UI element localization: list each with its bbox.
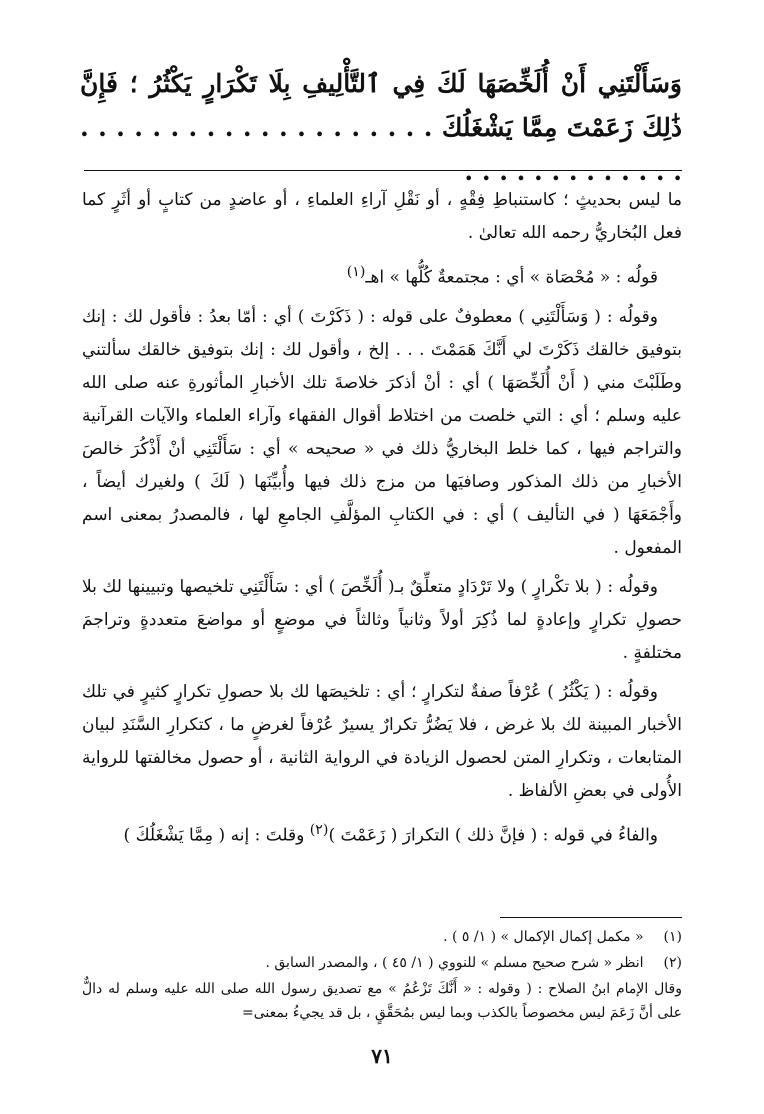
- commentary-body: [82, 184, 682, 858]
- footnote-text: انظر « شرح صحيح مسلم » للنووي ( ١/ ٤٥ ) ، والمصدر السابق .: [265, 955, 644, 971]
- paragraph-4: وقولُه : ( بلا تكْرارٍ ) ولا تَرْدَادٍ متعلِّقٌ بـ( أُلَخِّصَ ) أي : سَأَلْتَنِي تلخيصها وتبيينها لك بلا حصولِ تكرارٍ وإعادةٍ لما ذُكِرَ أولاً وثانياً وثالثاً في موضعٍ أو مواضعَ متعددةٍ وتراجمَ مختلفةٍ .: [82, 576, 682, 663]
- footnotes: [82, 925, 682, 1027]
- footnote-continuation: وقال الإمام ابنُ الصلاح : ( وقوله : « أَنَّكَ تَزْعُمُ » مع تصديق رسول الله صلى الله عليه وسلم له دالٌّ على أنَّ زَعَمَ ليس مخصوصاً بالكذب وبما ليس بمُحَقَّقٍ ، بل قد يجيءُ بمعنى=: [82, 981, 682, 1021]
- matn-dots: . . . . . . . . . . . . . . . . . . . . . . . . . . . . . . . . .: [80, 113, 682, 186]
- paragraph-6-text: والفاءُ في قوله : ( فإنَّ ذلك ) التكرارَ ( زَعَمْتَ ): [328, 825, 658, 846]
- matn-line: وَسَأَلْتَنِي أَنْ أُلَخِّصَهَا لَكَ فِي ٱلتَّأْلِيفِ بِلَا تَكْرَارٍ يَكْثُرُ ؛ فَإِنَّ ذَٰلِكَ زَعَمْتَ مِمَّا يَشْغَلُكَ: [80, 69, 682, 142]
- paragraph-5: وقولُه : ( يَكْثُرُ ) عُرْفاً صفةٌ لتكرارٍ ؛ أي : تلخيصَها لك بلا حصولِ تكرارٍ كثيرٍ في تلك الأخبار المبينة لك بلا غرض ، فلا يَضُرُّ تكرارٌ يسيرٌ عُرْفاً لغرضٍ ما ، كتكرارِ السَّنَدِ لبيان المتابعات ، وتكرارِ المتن لحصول الزيادة في الرواية الثانية ، أو حصول مخالفتها للرواية الأُولى في بعضِ الألفاظ .: [82, 681, 682, 801]
- matn-text: [80, 62, 682, 194]
- footnote-1: [82, 925, 682, 949]
- footnote-text: « مكمل إكمال الإكمال » ( ١/ ٥ ) .: [443, 929, 644, 945]
- paragraph-6-tail: وقلتَ : إنه ( مِمَّا يَشْغَلُكَ ): [123, 825, 305, 846]
- footnote-number: (١): [663, 929, 682, 945]
- footnote-number: (٢): [663, 955, 682, 971]
- footnote-separator-rule: [500, 917, 682, 918]
- paragraph-6: [82, 814, 682, 853]
- footnote-2: [82, 951, 682, 975]
- paragraph-1: ما ليس بحديثٍ ؛ كاستنباطِ فِقْهٍ ، أو نَقْلِ آراءِ العلماءِ ، أو عاضدٍ من كتابٍ أو أثَرٍ كما فعل البُخاريُّ رحمه الله تعالىٰ .: [82, 190, 682, 243]
- paragraph-2-text: قولُه : « مُحْصَاة » أي : مجتمعةٌ كُلُّها » اهـ: [365, 267, 658, 288]
- matn-separator-rule: [84, 170, 682, 171]
- paragraph-2: [82, 256, 682, 295]
- paragraph-3: وقولُه : ( وَسَأَلْتَنِي ) معطوفٌ على قوله : ( ذَكَرْتَ ) أي : أمّا بعدُ : فأقول لك : إنك بتوفيق خالقك ذَكَرْتَ لي أَنَّكَ هَمَمْتَ . . . إلخ ، وأقول لك : إنك بتوفيق خالقك سألتني وطَلَبْتَ مني ( أَنْ أُلَخِّصَهَا ) أي : أنْ أذكرَ خلاصةَ تلك الأخبارِ المأثورةِ عنه صلى الله عليه وسلم ؛ أي : التي خلصت من اختلاط أقوال الفقهاء وآراء العلماء والآيات القرآنية والتراجم فيها ، كما خلط البخاريُّ ذلك في « صحيحه » أي : سَأَلْتَنِي أنْ أَذْكُرَ خالصَ الأخبارِ من ذلك المذكور وصافيَها من مزج ذلك فيها وأُبيِّنَها ( لَكَ ) ولغيرك أيضاً ، وأَجْمَعَهَا ( في التأليف ) أي : في الكتابِ المؤلَّفِ الجامعِ لها ، فالمصدرُ بمعنى اسم المفعول .: [82, 306, 682, 558]
- footnote-ref-1: (١): [346, 264, 366, 280]
- footnote-ref-2: (٢): [309, 821, 329, 838]
- page-number: ٧١: [371, 1044, 393, 1068]
